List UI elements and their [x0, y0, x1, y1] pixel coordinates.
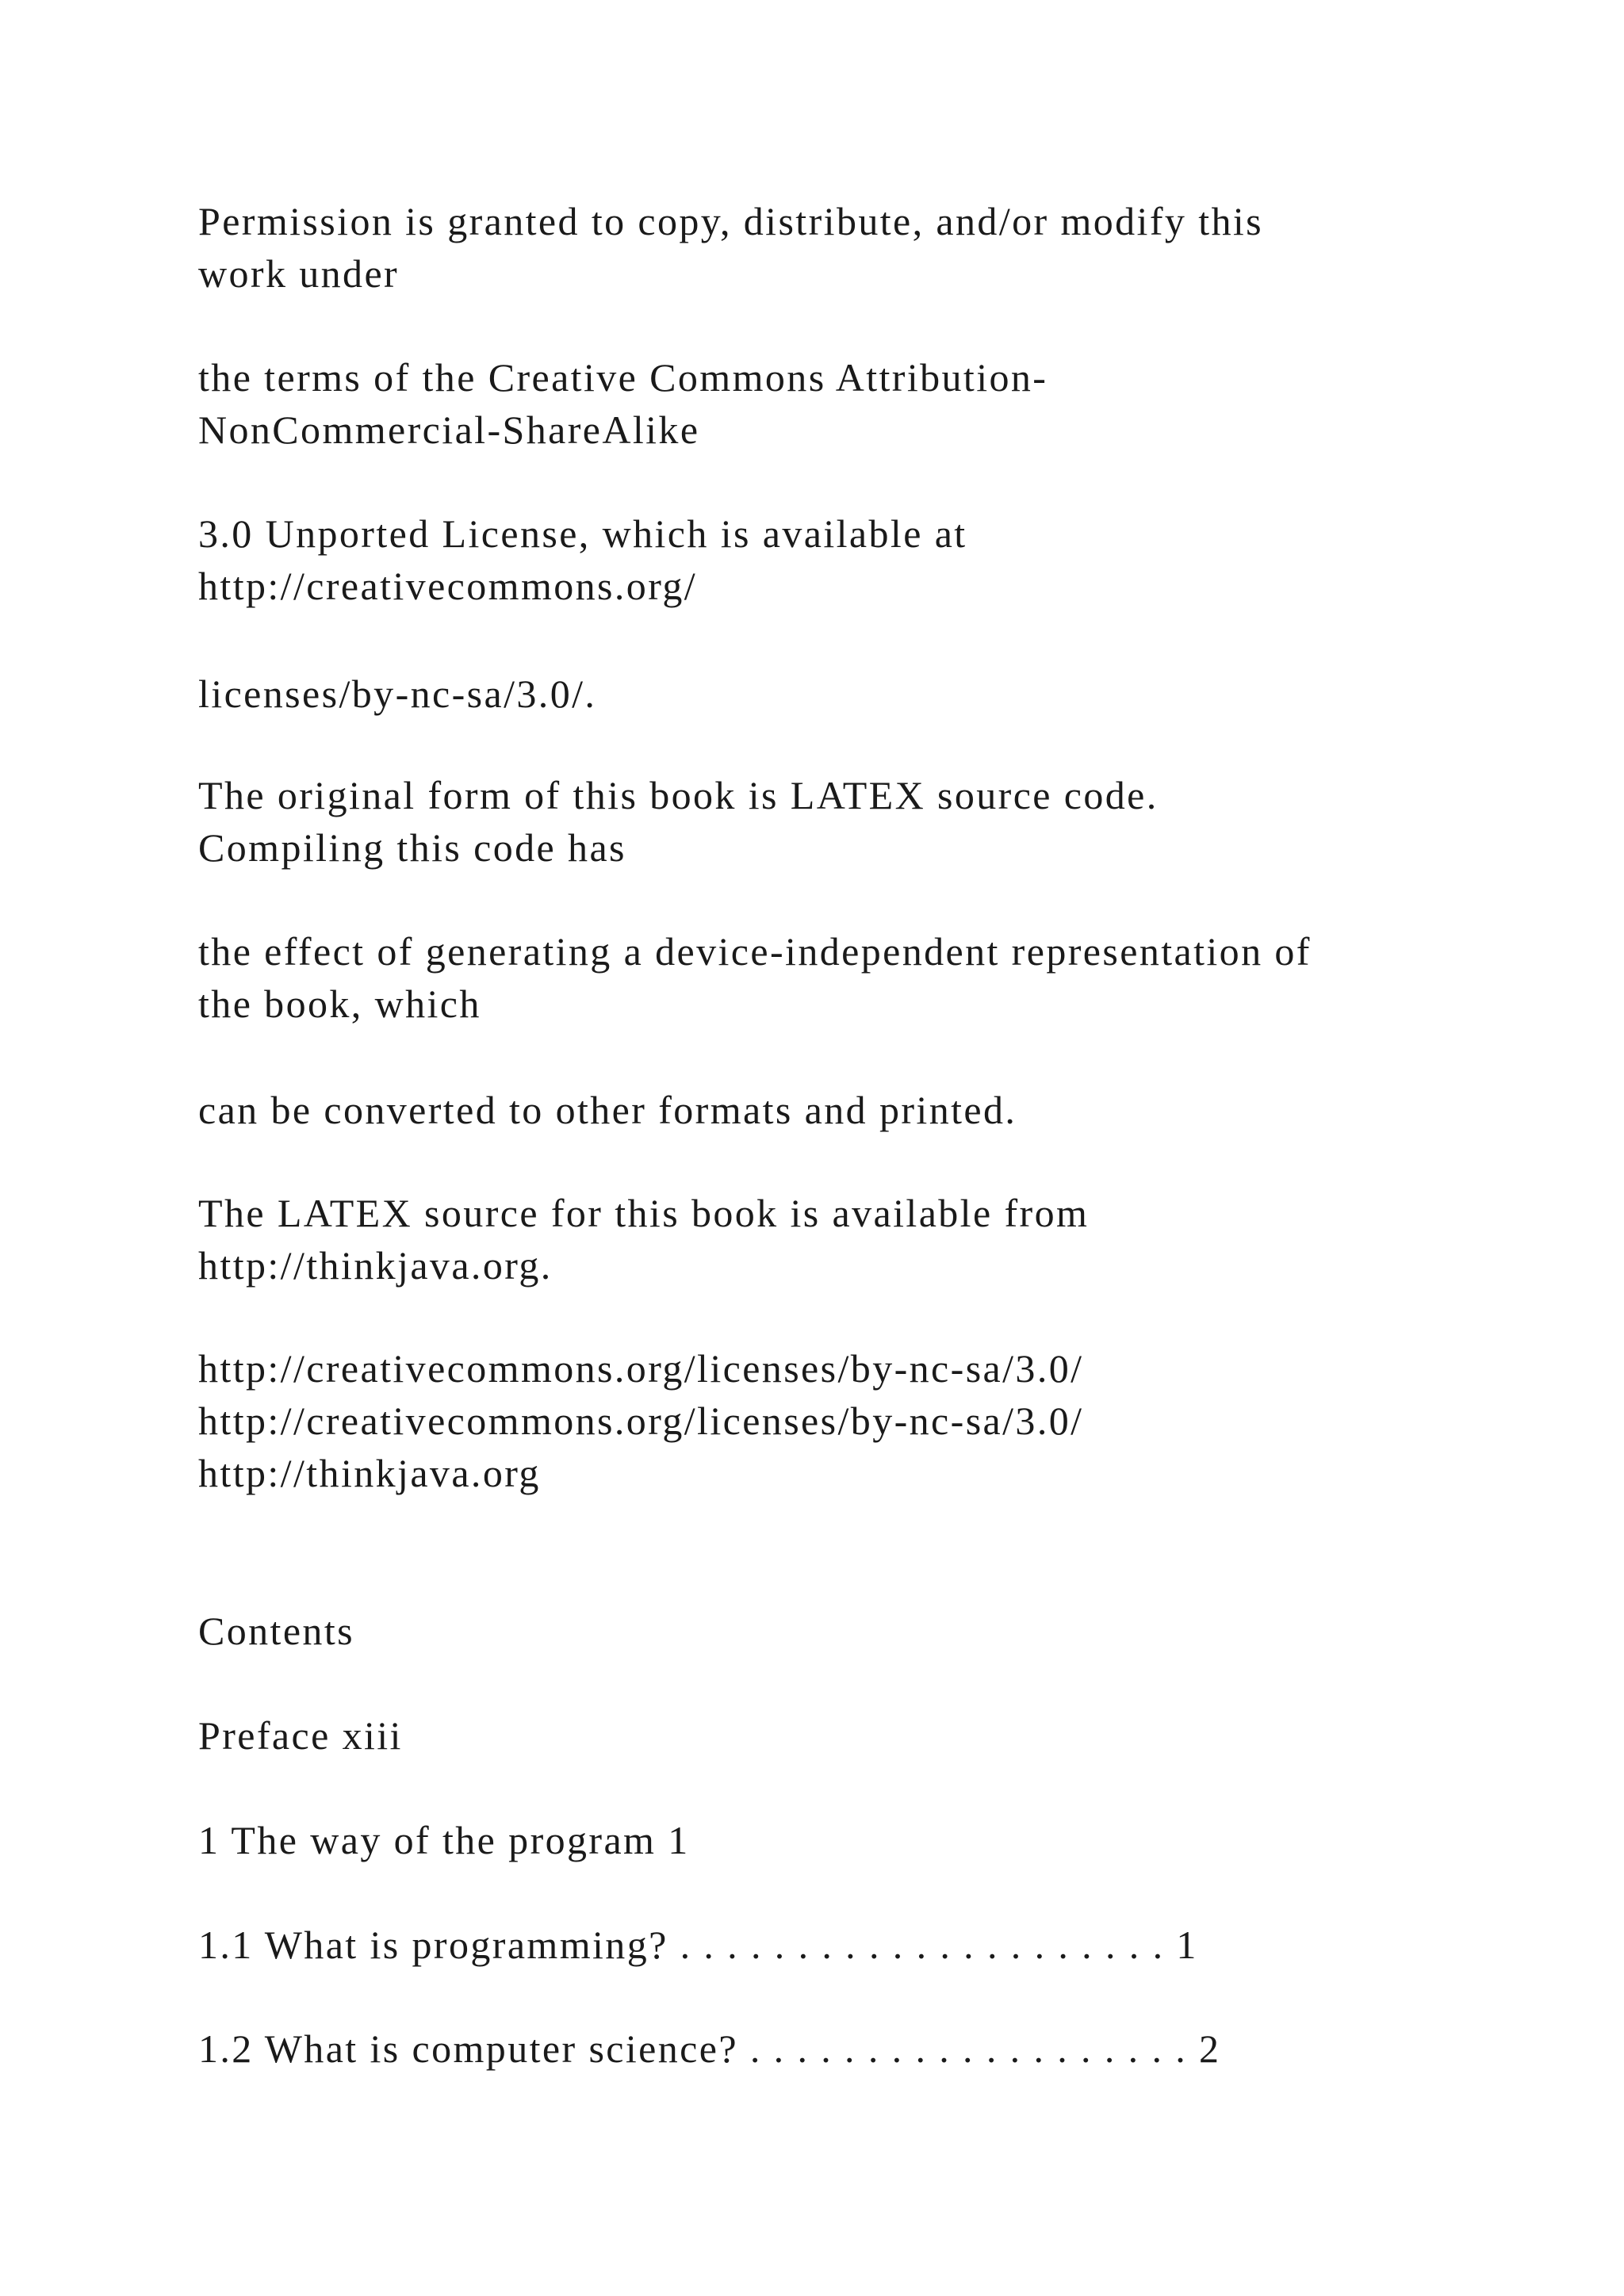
url-line: http://creativecommons.org/licenses/by-nc-sa/3.0/ — [198, 1399, 1084, 1443]
license-terms-paragraph — [198, 351, 1467, 456]
url-line: http://creativecommons.org/licenses/by-nc-sa/3.0/ — [198, 1346, 1084, 1391]
text-line: work under — [198, 251, 400, 296]
text-line: the terms of the Creative Commons Attribution- — [198, 355, 1048, 400]
conversion-paragraph — [198, 1084, 1467, 1136]
text-line: The original form of this book is LATEX source code. — [198, 773, 1159, 817]
url-line: http://thinkjava.org — [198, 1451, 541, 1495]
text-line: NonCommercial-ShareAlike — [198, 408, 700, 452]
toc-entry: 1.2 What is computer science? . . . . . . . . . . . . . . . . . . . 2 — [198, 2026, 1221, 2071]
toc-entry: 1 The way of the program 1 — [198, 1818, 690, 1862]
representation-paragraph — [198, 925, 1467, 1030]
text-line: Permission is granted to copy, distribute, and/or modify this — [198, 199, 1264, 243]
text-line: the book, which — [198, 982, 481, 1026]
permission-paragraph — [198, 195, 1467, 300]
toc-entry: Preface xiii — [198, 1713, 403, 1758]
text-line: http://creativecommons.org/ — [198, 564, 698, 608]
license-path-paragraph — [198, 668, 1467, 720]
license-availability-paragraph — [198, 507, 1467, 612]
text-line: 3.0 Unported License, which is available at — [198, 511, 967, 556]
source-availability-paragraph — [198, 1187, 1467, 1292]
contents-heading: Contents — [198, 1609, 354, 1653]
text-line: Compiling this code has — [198, 825, 626, 870]
text-line: licenses/by-nc-sa/3.0/. — [198, 672, 597, 716]
text-line: The LATEX source for this book is available from — [198, 1191, 1090, 1235]
text-line: http://thinkjava.org. — [198, 1243, 553, 1288]
latex-source-paragraph — [198, 769, 1467, 874]
url-list — [198, 1342, 1467, 1499]
toc-entry: 1.1 What is programming? . . . . . . . . . . . . . . . . . . . . . 1 — [198, 1923, 1198, 1967]
text-line: the effect of generating a device-independent representation of — [198, 929, 1312, 974]
text-line: can be converted to other formats and printed. — [198, 1088, 1017, 1132]
